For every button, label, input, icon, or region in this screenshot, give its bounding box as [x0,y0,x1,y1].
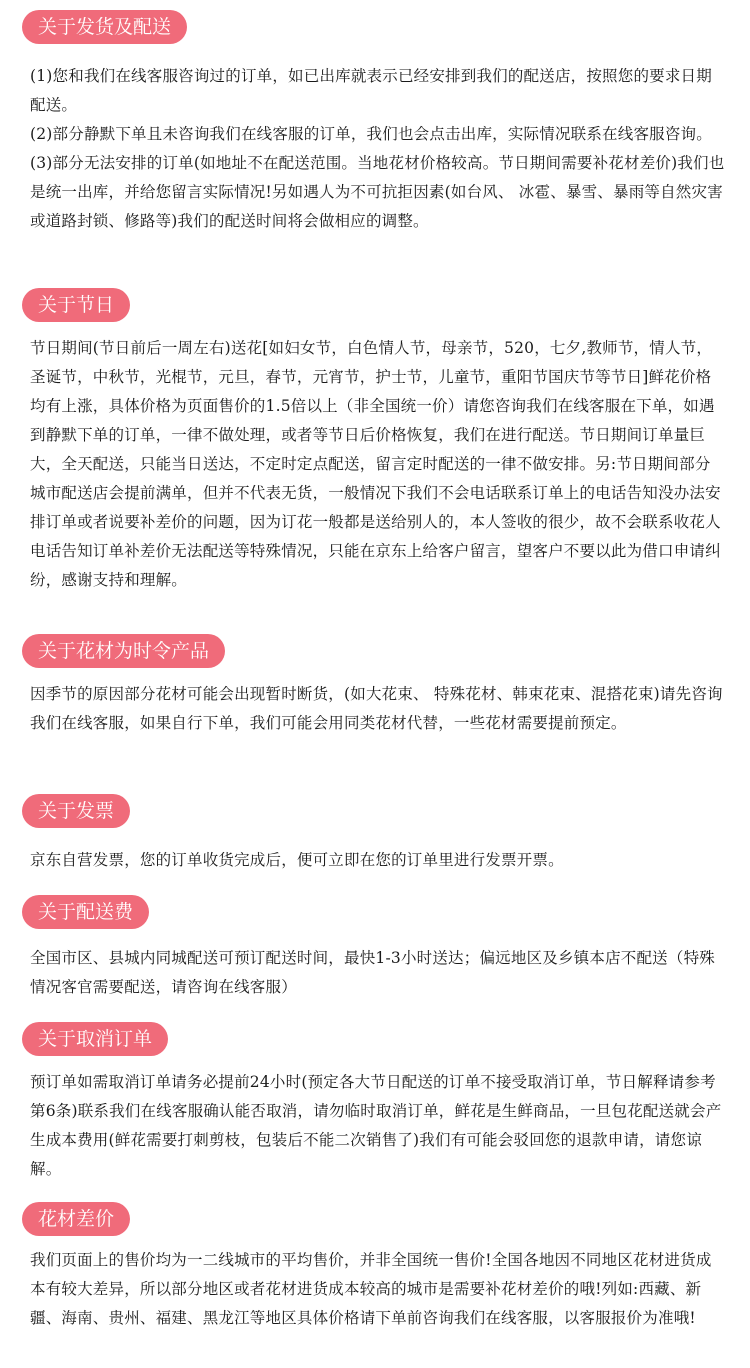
section-title-price-difference: 花材差价 [22,1202,130,1236]
section-body-invoice [30,846,725,875]
section-body-price-difference [30,1246,725,1333]
paragraph: (3)部分无法安排的订单(如地址不在配送范围。当地花材价格较高。节日期间需要补花材差价)我们也是统一出库，并给您留言实际情况!另如遇人为不可抗拒因素(如台风、 冰雹、暴雪、暴雨等自然灾害或道路封锁、修路等)我们的配送时间将会做相应的调整。 [30,154,725,230]
paragraph: (2)部分静默下单且未咨询我们在线客服的订单，我们也会点击出库，实际情况联系在线客服咨询。 [30,125,712,143]
section-title-delivery-fee: 关于配送费 [22,895,149,929]
paragraph: 节日期间(节日前后一周左右)送花[如妇女节，白色情人节，母亲节，520，七夕,教师节，情人节，圣诞节，中秋节，光棍节，元旦，春节，元宵节，护士节，儿童节，重阳节国庆节等节日]鲜花价格均有上涨，具体价格为页面售价的1.5倍以上（非全国统一价）请您咨询我们在线客服在下单，如遇到静默下单的订单，一律不做处理，或者等节日后价格恢复，我们在进行配送。节日期间订单量巨大，全天配送，只能当日送达，不定时定点配送，留言定时配送的一律不做安排。另:节日期间部分城市配送店会提前满单，但并不代表无货，一般情况下我们不会电话联系订单上的电话告知没办法安排订单或者说要补差价的问题，因为订花一般都是送给别人的，本人签收的很少，故不会联系收花人电话告知订单补差价无法配送等特殊情况，只能在京东上给客户留言，望客户不要以此为借口申请纠纷，感谢支持和理解。 [30,339,721,589]
paragraph: 京东自营发票，您的订单收货完成后，便可立即在您的订单里进行发票开票。 [30,851,564,869]
section-body-seasonal [30,680,725,738]
section-body-holidays [30,334,725,595]
section-body-delivery-fee [30,944,725,1002]
section-title-cancel-order: 关于取消订单 [22,1022,168,1056]
paragraph: (1)您和我们在线客服咨询过的订单，如已出库就表示已经安排到我们的配送店，按照您的要求日期配送。 [30,67,712,114]
section-title-invoice: 关于发票 [22,794,130,828]
section-body-shipping [30,62,725,236]
section-body-cancel-order [30,1068,725,1184]
paragraph: 我们页面上的售价均为一二线城市的平均售价，并非全国统一售价!全国各地因不同地区花材进货成本有较大差异，所以部分地区或者花材进货成本较高的城市是需要补花材差价的哦!列如:西藏、新疆、海南、贵州、福建、黑龙江等地区具体价格请下单前咨询我们在线客服，以客服报价为准哦! [30,1251,712,1327]
section-title-seasonal: 关于花材为时令产品 [22,634,225,668]
paragraph: 因季节的原因部分花材可能会出现暂时断货，(如大花束、 特殊花材、韩束花束、混搭花束)请先咨询我们在线客服，如果自行下单，我们可能会用同类花材代替，一些花材需要提前预定。 [30,685,723,732]
section-title-shipping: 关于发货及配送 [22,10,187,44]
section-title-holidays: 关于节日 [22,288,130,322]
paragraph: 全国市区、县城内同城配送可预订配送时间，最快1-3小时送达；偏远地区及乡镇本店不配送（特殊情况客官需要配送，请咨询在线客服） [30,949,715,996]
paragraph: 预订单如需取消订单请务必提前24小时(预定各大节日配送的订单不接受取消订单，节日解释请参考第6条)联系我们在线客服确认能否取消，请勿临时取消订单，鲜花是生鲜商品，一旦包花配送就会产生成本费用(鲜花需要打刺剪枝，包装后不能二次销售了)我们有可能会驳回您的退款申请，请您谅解。 [30,1073,722,1178]
